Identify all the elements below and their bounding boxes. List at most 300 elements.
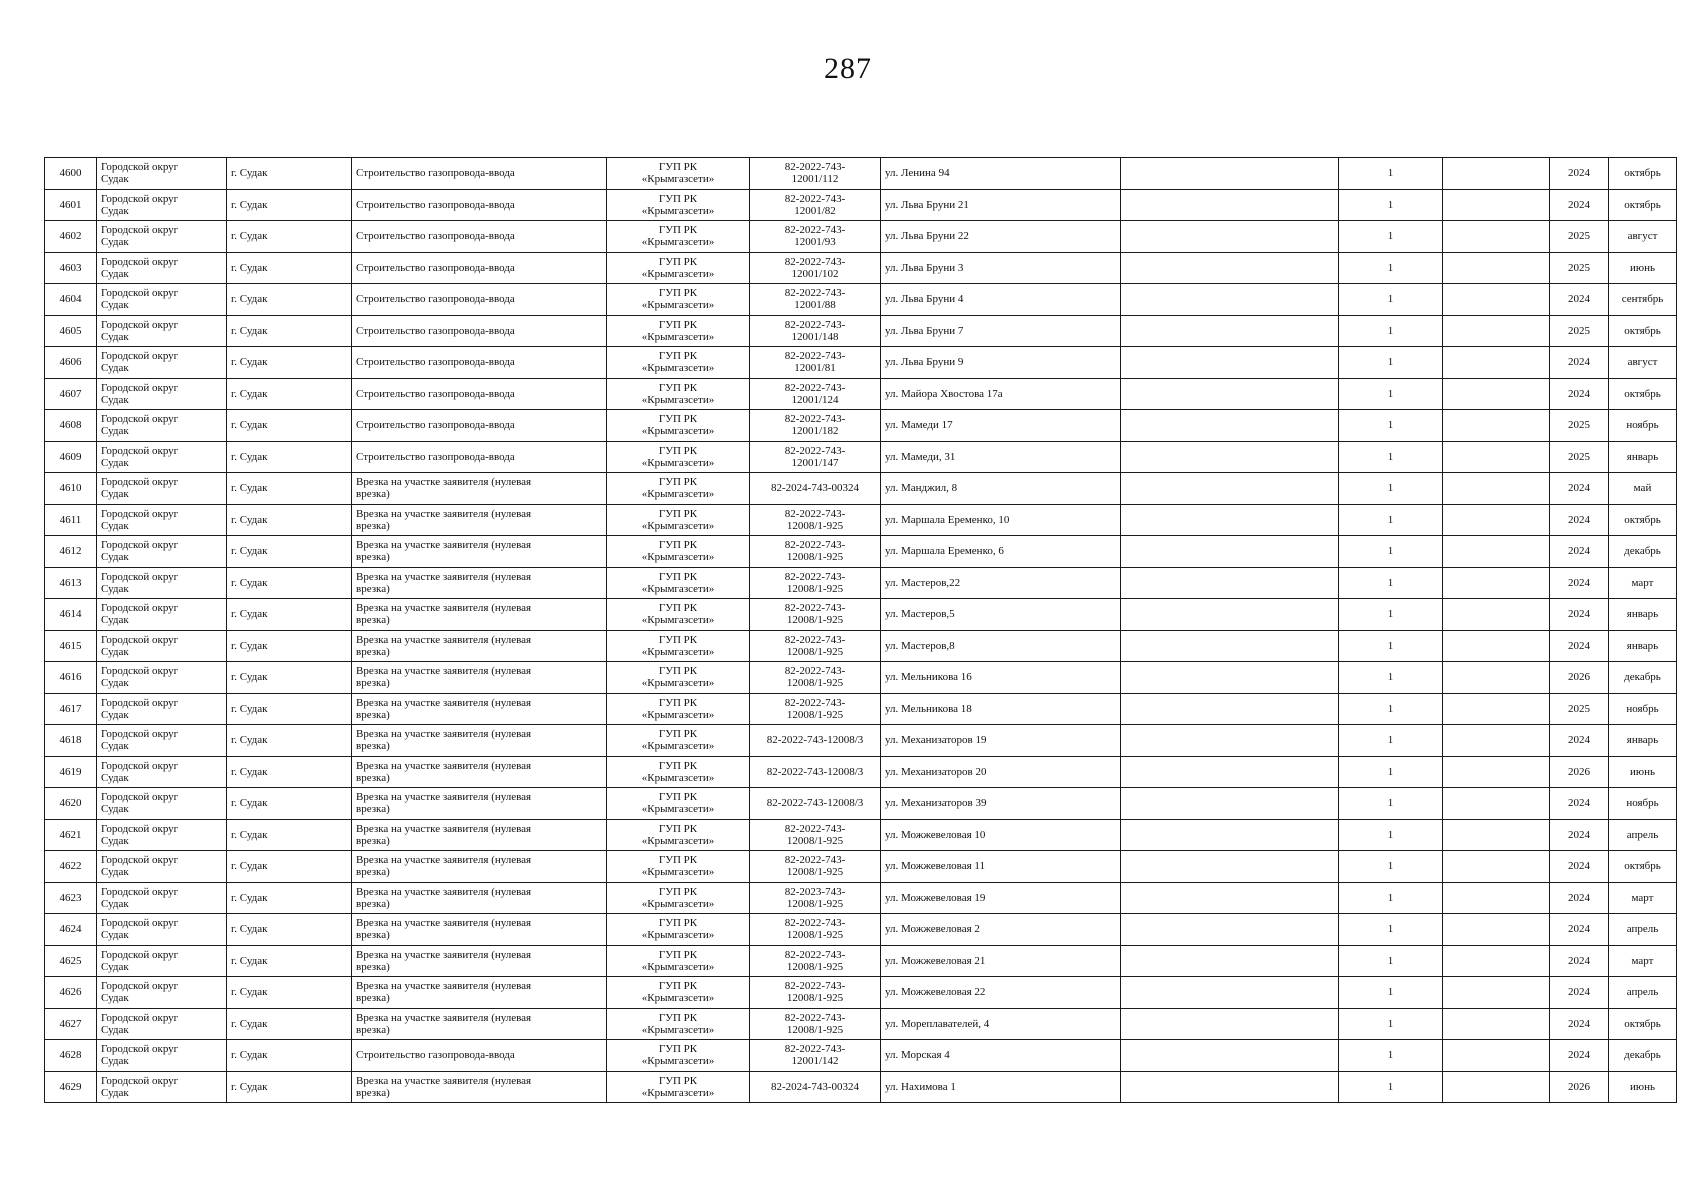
year-cell: 2024 bbox=[1550, 599, 1609, 631]
spec-code-cell bbox=[750, 284, 881, 316]
year-cell: 2024 bbox=[1550, 347, 1609, 379]
cell-line: врезка) bbox=[356, 866, 390, 879]
year-cell: 2024 bbox=[1550, 882, 1609, 914]
table-row bbox=[45, 441, 1677, 473]
cell-line: Судак bbox=[101, 582, 129, 595]
address-cell: ул. Можжевеловая 21 bbox=[881, 945, 1121, 977]
cell-line: ГУП РК bbox=[658, 350, 698, 363]
cell-line: «Крымгазсети» bbox=[641, 929, 715, 942]
year-cell: 2024 bbox=[1550, 945, 1609, 977]
work-type-cell bbox=[352, 977, 607, 1009]
cell-line: ГУП РК bbox=[658, 633, 698, 646]
city-cell: г. Судак bbox=[227, 158, 352, 190]
empty-cell bbox=[1443, 882, 1550, 914]
organization-cell bbox=[607, 1071, 750, 1103]
cell-line: 82-2024-743-00324 bbox=[771, 482, 859, 495]
cell-line: Городской округ bbox=[101, 570, 179, 583]
cell-line: 12001/148 bbox=[791, 330, 839, 343]
address-cell: ул. Механизаторов 20 bbox=[881, 756, 1121, 788]
cell-line: 82-2024-743-00324 bbox=[771, 1080, 859, 1093]
cell-line: «Крымгазсети» bbox=[641, 677, 715, 690]
cell-line: Врезка на участке заявителя (нулевая bbox=[356, 539, 532, 552]
cell-line: 82-2022-743- bbox=[784, 318, 846, 331]
quantity-cell: 1 bbox=[1339, 1008, 1443, 1040]
empty-cell bbox=[1121, 725, 1339, 757]
work-type-cell bbox=[352, 410, 607, 442]
table-row bbox=[45, 630, 1677, 662]
empty-cell bbox=[1443, 284, 1550, 316]
empty-cell bbox=[1121, 819, 1339, 851]
page-number: 287 bbox=[824, 52, 872, 85]
cell-line: «Крымгазсети» bbox=[641, 771, 715, 784]
month-cell: октябрь bbox=[1609, 851, 1677, 883]
city-cell: г. Судак bbox=[227, 599, 352, 631]
organization-cell bbox=[607, 567, 750, 599]
organization-cell bbox=[607, 504, 750, 536]
city-cell: г. Судак bbox=[227, 347, 352, 379]
district-cell bbox=[97, 473, 227, 505]
cell-line: Судак bbox=[101, 1023, 129, 1036]
address-cell: ул. Ленина 94 bbox=[881, 158, 1121, 190]
spec-code-cell bbox=[750, 347, 881, 379]
quantity-cell: 1 bbox=[1339, 567, 1443, 599]
empty-cell bbox=[1121, 567, 1339, 599]
work-type-cell bbox=[352, 252, 607, 284]
cell-line: 12001/182 bbox=[791, 425, 839, 438]
quantity-cell: 1 bbox=[1339, 1040, 1443, 1072]
cell-line: врезка) bbox=[356, 614, 390, 627]
year-cell: 2026 bbox=[1550, 756, 1609, 788]
month-cell: март bbox=[1609, 567, 1677, 599]
year-cell: 2024 bbox=[1550, 473, 1609, 505]
address-cell: ул. Можжевеловая 19 bbox=[881, 882, 1121, 914]
year-cell: 2024 bbox=[1550, 1040, 1609, 1072]
cell-line: Судак bbox=[101, 267, 129, 280]
cell-line: ГУП РК bbox=[658, 287, 698, 300]
empty-cell bbox=[1121, 221, 1339, 253]
year-cell: 2024 bbox=[1550, 189, 1609, 221]
district-cell bbox=[97, 1071, 227, 1103]
month-cell: апрель bbox=[1609, 819, 1677, 851]
row-number: 4614 bbox=[45, 599, 97, 631]
cell-line: Городской округ bbox=[101, 633, 179, 646]
cell-line: Судак bbox=[101, 393, 129, 406]
quantity-cell: 1 bbox=[1339, 630, 1443, 662]
organization-cell bbox=[607, 315, 750, 347]
cell-line: Судак bbox=[101, 677, 129, 690]
row-number: 4626 bbox=[45, 977, 97, 1009]
cell-line: Судак bbox=[101, 992, 129, 1005]
month-cell: ноябрь bbox=[1609, 788, 1677, 820]
cell-line: Строительство газопровода-ввода bbox=[356, 167, 515, 180]
month-cell: октябрь bbox=[1609, 504, 1677, 536]
empty-cell bbox=[1121, 252, 1339, 284]
cell-line: Врезка на участке заявителя (нулевая bbox=[356, 980, 532, 993]
cell-line: 82-2022-743- bbox=[784, 161, 846, 174]
year-cell: 2024 bbox=[1550, 630, 1609, 662]
register-table bbox=[44, 157, 1677, 1103]
year-cell: 2025 bbox=[1550, 221, 1609, 253]
month-cell: март bbox=[1609, 945, 1677, 977]
cell-line: Судак bbox=[101, 614, 129, 627]
cell-line: Врезка на участке заявителя (нулевая bbox=[356, 633, 532, 646]
cell-line: 82-2022-743- bbox=[784, 192, 846, 205]
quantity-cell: 1 bbox=[1339, 788, 1443, 820]
table-row bbox=[45, 977, 1677, 1009]
cell-line: 82-2022-743- bbox=[784, 980, 846, 993]
cell-line: Судак bbox=[101, 803, 129, 816]
work-type-cell bbox=[352, 788, 607, 820]
empty-cell bbox=[1121, 599, 1339, 631]
cell-line: 12001/88 bbox=[794, 299, 836, 312]
cell-line: врезка) bbox=[356, 929, 390, 942]
cell-line: «Крымгазсети» bbox=[641, 267, 715, 280]
quantity-cell: 1 bbox=[1339, 977, 1443, 1009]
work-type-cell bbox=[352, 189, 607, 221]
address-cell: ул. Мамеди, 31 bbox=[881, 441, 1121, 473]
district-cell bbox=[97, 693, 227, 725]
cell-line: ГУП РК bbox=[658, 1043, 698, 1056]
work-type-cell bbox=[352, 599, 607, 631]
row-number: 4628 bbox=[45, 1040, 97, 1072]
year-cell: 2024 bbox=[1550, 1008, 1609, 1040]
cell-line: ГУП РК bbox=[658, 570, 698, 583]
organization-cell bbox=[607, 284, 750, 316]
month-cell: январь bbox=[1609, 599, 1677, 631]
work-type-cell bbox=[352, 1008, 607, 1040]
spec-code-cell bbox=[750, 914, 881, 946]
month-cell: апрель bbox=[1609, 977, 1677, 1009]
year-cell: 2025 bbox=[1550, 315, 1609, 347]
district-cell bbox=[97, 315, 227, 347]
row-number: 4601 bbox=[45, 189, 97, 221]
month-cell: апрель bbox=[1609, 914, 1677, 946]
row-number: 4610 bbox=[45, 473, 97, 505]
month-cell: сентябрь bbox=[1609, 284, 1677, 316]
year-cell: 2024 bbox=[1550, 725, 1609, 757]
empty-cell bbox=[1443, 788, 1550, 820]
cell-line: 12008/1-925 bbox=[786, 834, 844, 847]
spec-code-cell bbox=[750, 725, 881, 757]
cell-line: Врезка на участке заявителя (нулевая bbox=[356, 885, 532, 898]
empty-cell bbox=[1121, 378, 1339, 410]
work-type-cell bbox=[352, 945, 607, 977]
cell-line: 12008/1-925 bbox=[786, 614, 844, 627]
organization-cell bbox=[607, 819, 750, 851]
table-row bbox=[45, 567, 1677, 599]
year-cell: 2025 bbox=[1550, 252, 1609, 284]
cell-line: Городской округ bbox=[101, 318, 179, 331]
city-cell: г. Судак bbox=[227, 693, 352, 725]
cell-line: «Крымгазсети» bbox=[641, 1055, 715, 1068]
empty-cell bbox=[1443, 410, 1550, 442]
quantity-cell: 1 bbox=[1339, 473, 1443, 505]
organization-cell bbox=[607, 410, 750, 442]
cell-line: «Крымгазсети» bbox=[641, 425, 715, 438]
empty-cell bbox=[1443, 441, 1550, 473]
table-row bbox=[45, 536, 1677, 568]
address-cell: ул. Мастеров,8 bbox=[881, 630, 1121, 662]
table-row bbox=[45, 788, 1677, 820]
year-cell: 2024 bbox=[1550, 284, 1609, 316]
empty-cell bbox=[1121, 1071, 1339, 1103]
cell-line: ГУП РК bbox=[658, 539, 698, 552]
row-number: 4608 bbox=[45, 410, 97, 442]
work-type-cell bbox=[352, 441, 607, 473]
spec-code-cell bbox=[750, 599, 881, 631]
organization-cell bbox=[607, 473, 750, 505]
cell-line: Судак bbox=[101, 488, 129, 501]
cell-line: ГУП РК bbox=[658, 665, 698, 678]
city-cell: г. Судак bbox=[227, 221, 352, 253]
empty-cell bbox=[1121, 756, 1339, 788]
month-cell: июнь bbox=[1609, 1071, 1677, 1103]
cell-line: 82-2022-743- bbox=[784, 255, 846, 268]
empty-cell bbox=[1443, 662, 1550, 694]
spec-code-cell bbox=[750, 819, 881, 851]
register-table-container bbox=[44, 157, 1677, 1103]
cell-line: 82-2022-743- bbox=[784, 413, 846, 426]
organization-cell bbox=[607, 1008, 750, 1040]
spec-code-cell bbox=[750, 473, 881, 505]
month-cell: октябрь bbox=[1609, 315, 1677, 347]
city-cell: г. Судак bbox=[227, 788, 352, 820]
cell-line: Врезка на участке заявителя (нулевая bbox=[356, 507, 532, 520]
cell-line: 12008/1-925 bbox=[786, 1023, 844, 1036]
district-cell bbox=[97, 410, 227, 442]
city-cell: г. Судак bbox=[227, 378, 352, 410]
cell-line: 82-2022-743- bbox=[784, 570, 846, 583]
district-cell bbox=[97, 662, 227, 694]
month-cell: январь bbox=[1609, 630, 1677, 662]
organization-cell bbox=[607, 221, 750, 253]
quantity-cell: 1 bbox=[1339, 189, 1443, 221]
district-cell bbox=[97, 788, 227, 820]
empty-cell bbox=[1121, 473, 1339, 505]
district-cell bbox=[97, 221, 227, 253]
cell-line: Городской округ bbox=[101, 759, 179, 772]
organization-cell bbox=[607, 252, 750, 284]
organization-cell bbox=[607, 693, 750, 725]
cell-line: ГУП РК bbox=[658, 948, 698, 961]
quantity-cell: 1 bbox=[1339, 284, 1443, 316]
month-cell: июнь bbox=[1609, 252, 1677, 284]
district-cell bbox=[97, 882, 227, 914]
cell-line: 12008/1-925 bbox=[786, 897, 844, 910]
empty-cell bbox=[1443, 914, 1550, 946]
row-number: 4602 bbox=[45, 221, 97, 253]
district-cell bbox=[97, 1008, 227, 1040]
city-cell: г. Судак bbox=[227, 977, 352, 1009]
cell-line: врезка) bbox=[356, 519, 390, 532]
cell-line: Строительство газопровода-ввода bbox=[356, 1049, 515, 1062]
cell-line: врезка) bbox=[356, 677, 390, 690]
city-cell: г. Судак bbox=[227, 945, 352, 977]
cell-line: ГУП РК bbox=[658, 476, 698, 489]
quantity-cell: 1 bbox=[1339, 693, 1443, 725]
spec-code-cell bbox=[750, 378, 881, 410]
quantity-cell: 1 bbox=[1339, 158, 1443, 190]
cell-line: ГУП РК bbox=[658, 791, 698, 804]
empty-cell bbox=[1443, 1071, 1550, 1103]
address-cell: ул. Можжевеловая 10 bbox=[881, 819, 1121, 851]
quantity-cell: 1 bbox=[1339, 504, 1443, 536]
cell-line: 82-2022-743- bbox=[784, 948, 846, 961]
quantity-cell: 1 bbox=[1339, 756, 1443, 788]
cell-line: Городской округ bbox=[101, 1043, 179, 1056]
cell-line: «Крымгазсети» bbox=[641, 173, 715, 186]
cell-line: Городской округ bbox=[101, 917, 179, 930]
cell-line: 82-2022-743-12008/3 bbox=[766, 765, 864, 778]
cell-line: Строительство газопровода-ввода bbox=[356, 230, 515, 243]
city-cell: г. Судак bbox=[227, 252, 352, 284]
organization-cell bbox=[607, 977, 750, 1009]
organization-cell bbox=[607, 1040, 750, 1072]
cell-line: «Крымгазсети» bbox=[641, 330, 715, 343]
spec-code-cell bbox=[750, 158, 881, 190]
address-cell: ул. Нахимова 1 bbox=[881, 1071, 1121, 1103]
district-cell bbox=[97, 189, 227, 221]
month-cell: январь bbox=[1609, 725, 1677, 757]
work-type-cell bbox=[352, 1071, 607, 1103]
district-cell bbox=[97, 977, 227, 1009]
empty-cell bbox=[1121, 536, 1339, 568]
cell-line: 12001/102 bbox=[791, 267, 839, 280]
empty-cell bbox=[1443, 1008, 1550, 1040]
empty-cell bbox=[1443, 252, 1550, 284]
city-cell: г. Судак bbox=[227, 1040, 352, 1072]
spec-code-cell bbox=[750, 252, 881, 284]
cell-line: Судак bbox=[101, 204, 129, 217]
cell-line: 82-2022-743- bbox=[784, 287, 846, 300]
organization-cell bbox=[607, 851, 750, 883]
cell-line: ГУП РК bbox=[658, 696, 698, 709]
cell-line: врезка) bbox=[356, 803, 390, 816]
cell-line: Врезка на участке заявителя (нулевая bbox=[356, 696, 532, 709]
row-number: 4613 bbox=[45, 567, 97, 599]
spec-code-cell bbox=[750, 504, 881, 536]
address-cell: ул. Льва Бруни 21 bbox=[881, 189, 1121, 221]
row-number: 4607 bbox=[45, 378, 97, 410]
empty-cell bbox=[1121, 662, 1339, 694]
quantity-cell: 1 bbox=[1339, 315, 1443, 347]
table-row bbox=[45, 252, 1677, 284]
organization-cell bbox=[607, 914, 750, 946]
cell-line: Строительство газопровода-ввода bbox=[356, 198, 515, 211]
cell-line: Городской округ bbox=[101, 822, 179, 835]
quantity-cell: 1 bbox=[1339, 914, 1443, 946]
work-type-cell bbox=[352, 756, 607, 788]
cell-line: ГУП РК bbox=[658, 854, 698, 867]
cell-line: 82-2022-743- bbox=[784, 1043, 846, 1056]
empty-cell bbox=[1121, 441, 1339, 473]
cell-line: врезка) bbox=[356, 897, 390, 910]
quantity-cell: 1 bbox=[1339, 662, 1443, 694]
table-row bbox=[45, 756, 1677, 788]
city-cell: г. Судак bbox=[227, 410, 352, 442]
cell-line: Врезка на участке заявителя (нулевая bbox=[356, 791, 532, 804]
empty-cell bbox=[1443, 599, 1550, 631]
row-number: 4616 bbox=[45, 662, 97, 694]
cell-line: Судак bbox=[101, 1086, 129, 1099]
district-cell bbox=[97, 158, 227, 190]
work-type-cell bbox=[352, 504, 607, 536]
row-number: 4604 bbox=[45, 284, 97, 316]
empty-cell bbox=[1443, 851, 1550, 883]
cell-line: Судак bbox=[101, 519, 129, 532]
spec-code-cell bbox=[750, 851, 881, 883]
empty-cell bbox=[1443, 1040, 1550, 1072]
cell-line: Строительство газопровода-ввода bbox=[356, 419, 515, 432]
cell-line: «Крымгазсети» bbox=[641, 803, 715, 816]
row-number: 4611 bbox=[45, 504, 97, 536]
work-type-cell bbox=[352, 851, 607, 883]
cell-line: Врезка на участке заявителя (нулевая bbox=[356, 822, 532, 835]
cell-line: врезка) bbox=[356, 708, 390, 721]
cell-line: Городской округ bbox=[101, 381, 179, 394]
year-cell: 2024 bbox=[1550, 914, 1609, 946]
cell-line: Городской округ bbox=[101, 948, 179, 961]
city-cell: г. Судак bbox=[227, 189, 352, 221]
table-row bbox=[45, 1040, 1677, 1072]
work-type-cell bbox=[352, 882, 607, 914]
cell-line: ГУП РК bbox=[658, 507, 698, 520]
quantity-cell: 1 bbox=[1339, 536, 1443, 568]
cell-line: 12001/82 bbox=[794, 204, 836, 217]
cell-line: 12008/1-925 bbox=[786, 551, 844, 564]
cell-line: ГУП РК bbox=[658, 192, 698, 205]
month-cell: август bbox=[1609, 347, 1677, 379]
table-row bbox=[45, 1008, 1677, 1040]
year-cell: 2024 bbox=[1550, 378, 1609, 410]
cell-line: врезка) bbox=[356, 551, 390, 564]
address-cell: ул. Льва Бруни 4 bbox=[881, 284, 1121, 316]
district-cell bbox=[97, 630, 227, 662]
organization-cell bbox=[607, 158, 750, 190]
organization-cell bbox=[607, 378, 750, 410]
city-cell: г. Судак bbox=[227, 1071, 352, 1103]
quantity-cell: 1 bbox=[1339, 819, 1443, 851]
cell-line: Судак bbox=[101, 362, 129, 375]
cell-line: 12001/142 bbox=[791, 1055, 839, 1068]
cell-line: ГУП РК bbox=[658, 602, 698, 615]
organization-cell bbox=[607, 756, 750, 788]
month-cell: ноябрь bbox=[1609, 410, 1677, 442]
city-cell: г. Судак bbox=[227, 473, 352, 505]
district-cell bbox=[97, 914, 227, 946]
district-cell bbox=[97, 504, 227, 536]
cell-line: Врезка на участке заявителя (нулевая bbox=[356, 476, 532, 489]
cell-line: 12008/1-925 bbox=[786, 645, 844, 658]
empty-cell bbox=[1443, 378, 1550, 410]
empty-cell bbox=[1443, 567, 1550, 599]
cell-line: 12008/1-925 bbox=[786, 708, 844, 721]
cell-line: Судак bbox=[101, 456, 129, 469]
year-cell: 2024 bbox=[1550, 819, 1609, 851]
cell-line: Городской округ bbox=[101, 665, 179, 678]
cell-line: «Крымгазсети» bbox=[641, 236, 715, 249]
empty-cell bbox=[1443, 693, 1550, 725]
cell-line: Судак bbox=[101, 960, 129, 973]
row-number: 4612 bbox=[45, 536, 97, 568]
address-cell: ул. Мельникова 16 bbox=[881, 662, 1121, 694]
work-type-cell bbox=[352, 819, 607, 851]
cell-line: врезка) bbox=[356, 645, 390, 658]
cell-line: 82-2022-743-12008/3 bbox=[766, 797, 864, 810]
table-row bbox=[45, 725, 1677, 757]
address-cell: ул. Майора Хвостова 17а bbox=[881, 378, 1121, 410]
table-row bbox=[45, 1071, 1677, 1103]
